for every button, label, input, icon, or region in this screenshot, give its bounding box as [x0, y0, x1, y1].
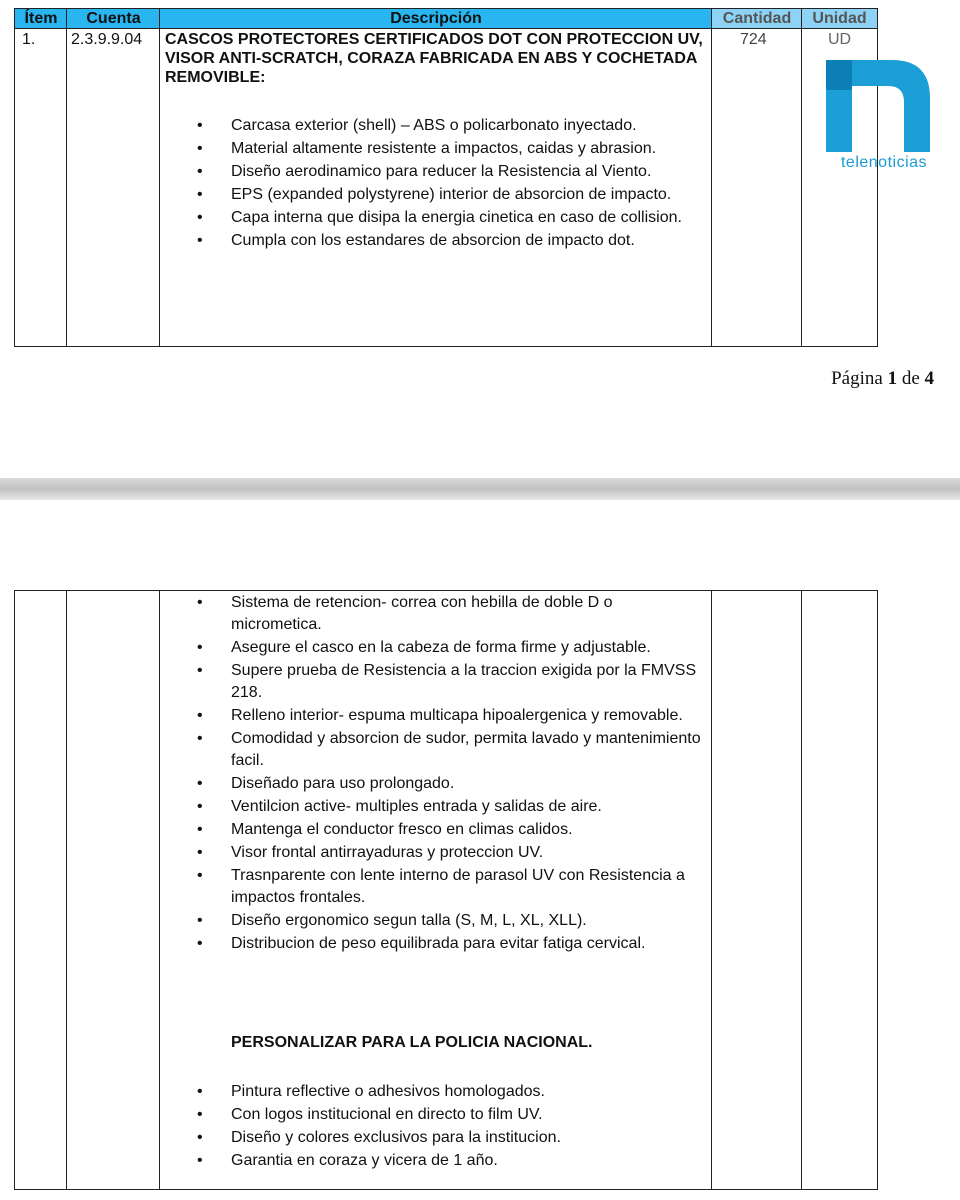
logo-text: telenoticias [840, 154, 928, 171]
item-number: 1. [22, 31, 36, 48]
list-item: • Asegure el casco en la cabeza de forma firme y adjustable. [195, 637, 705, 659]
unit-value: UD [828, 31, 852, 48]
list-item: • Visor frontal antirrayaduras y proteccion UV. [195, 842, 705, 864]
section-heading: PERSONALIZAR PARA LA POLICIA NACIONAL. [231, 1034, 593, 1051]
item-title: CASCOS PROTECTORES CERTIFICADOS DOT CON PROTECCION UV, VISOR ANTI-SCRATCH, CORAZA FABRICADA EN ABS Y COCHETADA REMOVIBLE: [165, 31, 703, 86]
page-number: Página 1 de 4 [831, 368, 934, 389]
list-item: • Diseño ergonomico segun talla (S, M, L, XL, XLL). [195, 910, 705, 932]
list-item: • Garantia en coraza y vicera de 1 año. [195, 1150, 705, 1172]
list-item: • EPS (expanded polystyrene) interior de absorcion de impacto. [195, 184, 705, 206]
list-item: • Material altamente resistente a impactos, caidas y abrasion. [195, 138, 705, 160]
list-item: • Comodidad y absorcion de sudor, permita lavado y mantenimiento facil. [195, 728, 705, 772]
header-descripcion: Descripción [160, 9, 712, 29]
header-unidad: Unidad [802, 9, 877, 29]
list-item: • Cumpla con los estandares de absorcion de impacto dot. [195, 230, 705, 252]
list-item: • Diseño y colores exclusivos para la institucion. [195, 1127, 705, 1149]
list-item: • Trasnparente con lente interno de parasol UV con Resistencia a impactos frontales. [195, 865, 705, 909]
account-code: 2.3.9.9.04 [71, 31, 143, 48]
list-item: • Con logos institucional en directo to film UV. [195, 1104, 705, 1126]
list-item: • Ventilcion active- multiples entrada y salidas de aire. [195, 796, 705, 818]
page-separator [0, 478, 960, 500]
header-cantidad: Cantidad [712, 9, 802, 29]
header-cuenta: Cuenta [67, 9, 160, 29]
spec-list-3 [195, 1081, 705, 1173]
list-item: • Capa interna que disipa la energia cinetica en caso de collision. [195, 207, 705, 229]
list-item: • Sistema de retencion- correa con hebilla de doble D o micrometica. [195, 592, 705, 636]
list-item: • Diseñado para uso prolongado. [195, 773, 705, 795]
quantity-value: 724 [740, 31, 767, 48]
list-item: • Relleno interior- espuma multicapa hipoalergenica y removable. [195, 705, 705, 727]
spec-list-1 [195, 115, 705, 253]
header-item: Ítem [15, 9, 67, 29]
list-item: • Mantenga el conductor fresco en climas calidos. [195, 819, 705, 841]
list-item: • Diseño aerodinamico para reducer la Resistencia al Viento. [195, 161, 705, 183]
list-item: • Pintura reflective o adhesivos homologados. [195, 1081, 705, 1103]
list-item: • Distribucion de peso equilibrada para evitar fatiga cervical. [195, 933, 705, 955]
list-item: • Supere prueba de Resistencia a la traccion exigida por la FMVSS 218. [195, 660, 705, 704]
list-item: • Carcasa exterior (shell) – ABS o policarbonato inyectado. [195, 115, 705, 137]
spec-list-2 [195, 592, 705, 956]
